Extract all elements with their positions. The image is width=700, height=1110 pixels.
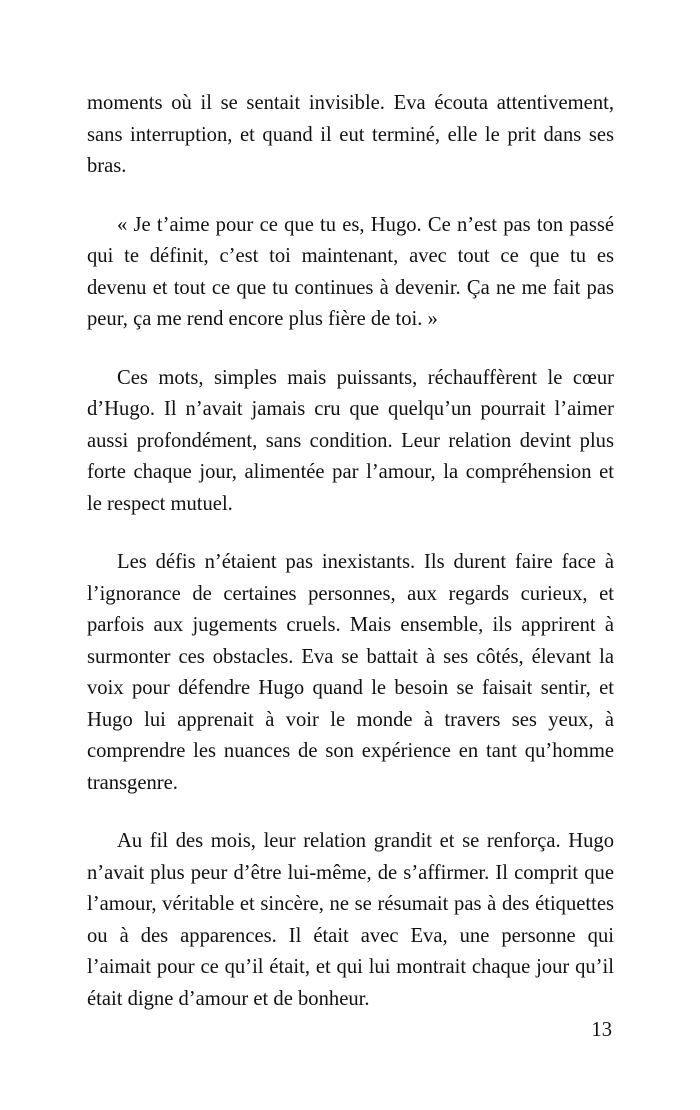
paragraph: Au fil des mois, leur relation grandit et se renforça. Hugo n’avait plus peur d’être lui-même, de s’affirmer. Il comprit que l’amour, véritable et sincère, ne se résumait pas à des étiquettes ou à des apparences. Il était avec Eva, une personne qui l’aimait pour ce qu’il était, et qui lui montrait chaque jour qu’il était digne d’amour et de bonheur.: [87, 830, 614, 1010]
body-text: [87, 88, 614, 1015]
paragraph-quote: « Je t’aime pour ce que tu es, Hugo. Ce n’est pas ton passé qui te définit, c’est toi maintenant, avec tout ce que tu es devenu et tout ce que tu continues à devenir. Ça ne me fait pas peur, ça me rend encore plus fière de toi. »: [87, 213, 614, 330]
paragraph-continuation: moments où il se sentait invisible. Eva écouta attentivement, sans interruption, et quand il eut terminé, elle le prit dans ses bras.: [87, 92, 614, 177]
paragraph: Ces mots, simples mais puissants, réchauffèrent le cœur d’Hugo. Il n’avait jamais cru que quelqu’un pourrait l’aimer aussi profondément, sans condition. Leur relation devint plus forte chaque jour, alimentée par l’amour, la compréhension et le respect mutuel.: [87, 366, 614, 515]
paragraph: Les défis n’étaient pas inexistants. Ils durent faire face à l’ignorance de certaines personnes, aux regards curieux, et parfois aux jugements cruels. Mais ensemble, ils apprirent à surmonter ces obstacles. Eva se battait à ses côtés, élevant la voix pour défendre Hugo quand le besoin se faisait sentir, et Hugo lui apprenait à voir le monde à travers ses yeux, à comprendre les nuances de son expérience en tant qu’homme transgenre.: [87, 551, 614, 794]
page-number: 13: [591, 1019, 612, 1041]
